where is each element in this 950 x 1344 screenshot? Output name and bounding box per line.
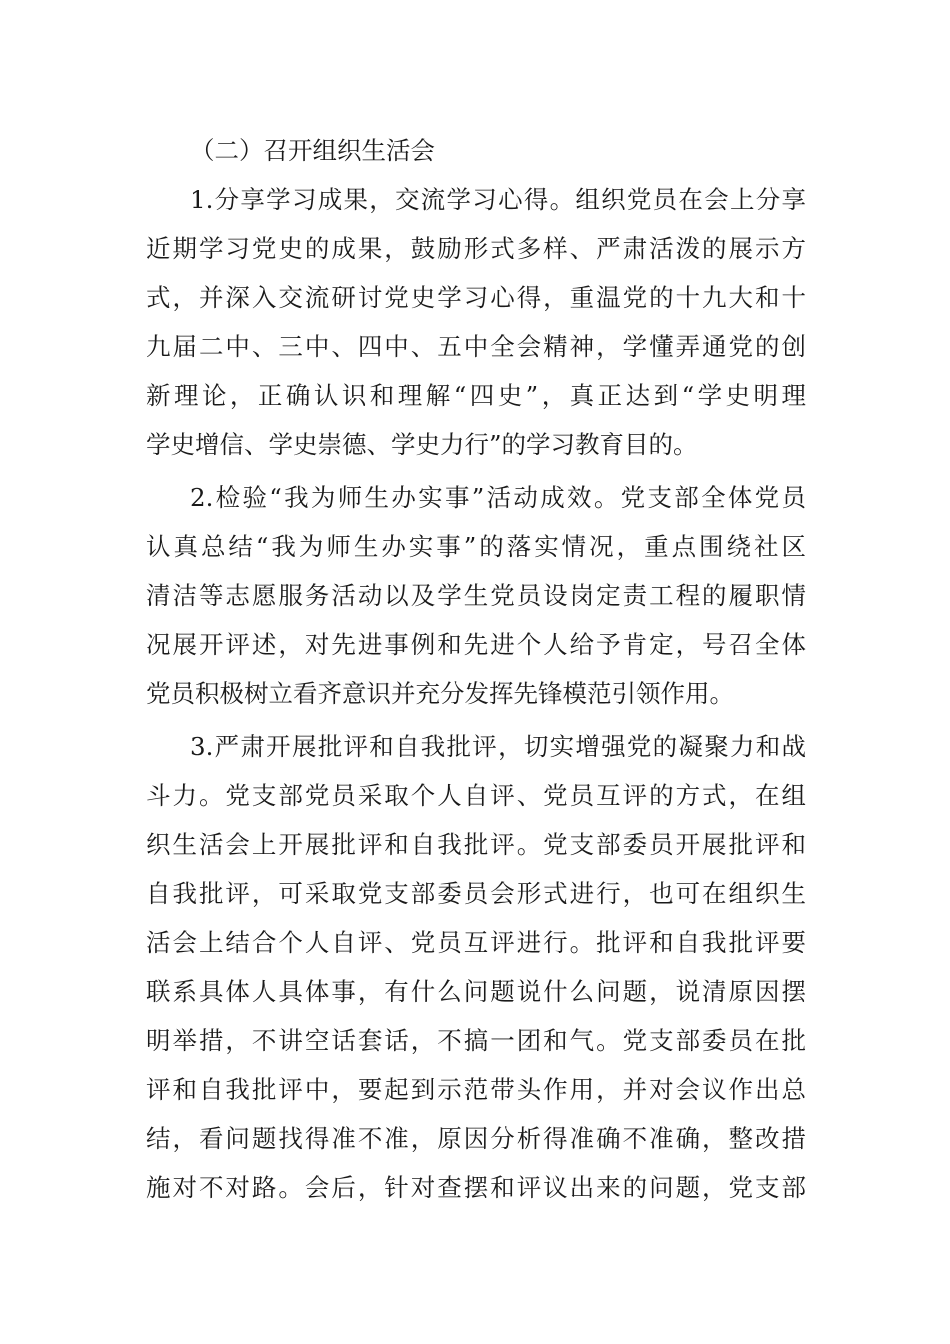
paragraph-3-line-2: 斗力。党支部党员采取个人自评、党员互评的方式，在组 (146, 781, 806, 810)
paragraph-1-line-1: 1.分享学习成果，交流学习心得。组织党员在会上分享 (190, 185, 806, 214)
paragraph-3-line-4: 自我批评，可采取党支部委员会形式进行，也可在组织生 (146, 879, 806, 908)
paragraph-1-line-5: 新理论，正确认识和理解“四史”，真正达到“学史明理 (146, 381, 806, 410)
paragraph-3-line-3: 织生活会上开展批评和自我批评。党支部委员开展批评和 (146, 830, 806, 859)
paragraph-1-line-2: 近期学习党史的成果，鼓励形式多样、严肃活泼的展示方 (146, 234, 806, 263)
paragraph-3-line-1: 3.严肃开展批评和自我批评，切实增强党的凝聚力和战 (190, 732, 806, 761)
paragraph-1-line-3: 式，并深入交流研讨党史学习心得，重温党的十九大和十 (146, 283, 806, 312)
paragraph-3-line-6: 联系具体人具体事，有什么问题说什么问题，说清原因摆 (146, 977, 806, 1006)
paragraph-1-line-4: 九届二中、三中、四中、五中全会精神，学懂弄通党的创 (146, 332, 806, 361)
section-heading: （二）召开组织生活会 (190, 136, 435, 165)
paragraph-2-line-1: 2.检验“我为师生办实事”活动成效。党支部全体党员 (190, 483, 806, 512)
paragraph-2-line-3: 清洁等志愿服务活动以及学生党员设岗定责工程的履职情 (146, 581, 806, 610)
paragraph-3-line-5: 活会上结合个人自评、党员互评进行。批评和自我批评要 (146, 928, 806, 957)
paragraph-2-line-2: 认真总结“我为师生办实事”的落实情况，重点围绕社区 (146, 532, 806, 561)
paragraph-2-line-5: 党员积极树立看齐意识并充分发挥先锋模范引领作用。 (146, 679, 734, 708)
paragraph-3-line-7: 明举措，不讲空话套话，不搞一团和气。党支部委员在批 (146, 1026, 806, 1055)
paragraph-3-line-8: 评和自我批评中，要起到示范带头作用，并对会议作出总 (146, 1075, 806, 1104)
paragraph-1-line-6: 学史增信、学史崇德、学史力行”的学习教育目的。 (146, 430, 698, 459)
paragraph-2-line-4: 况展开评述，对先进事例和先进个人给予肯定，号召全体 (146, 630, 806, 659)
paragraph-3-line-9: 结，看问题找得准不准，原因分析得准确不准确，整改措 (146, 1124, 806, 1153)
paragraph-3-line-10: 施对不对路。会后，针对查摆和评议出来的问题，党支部 (146, 1173, 806, 1202)
